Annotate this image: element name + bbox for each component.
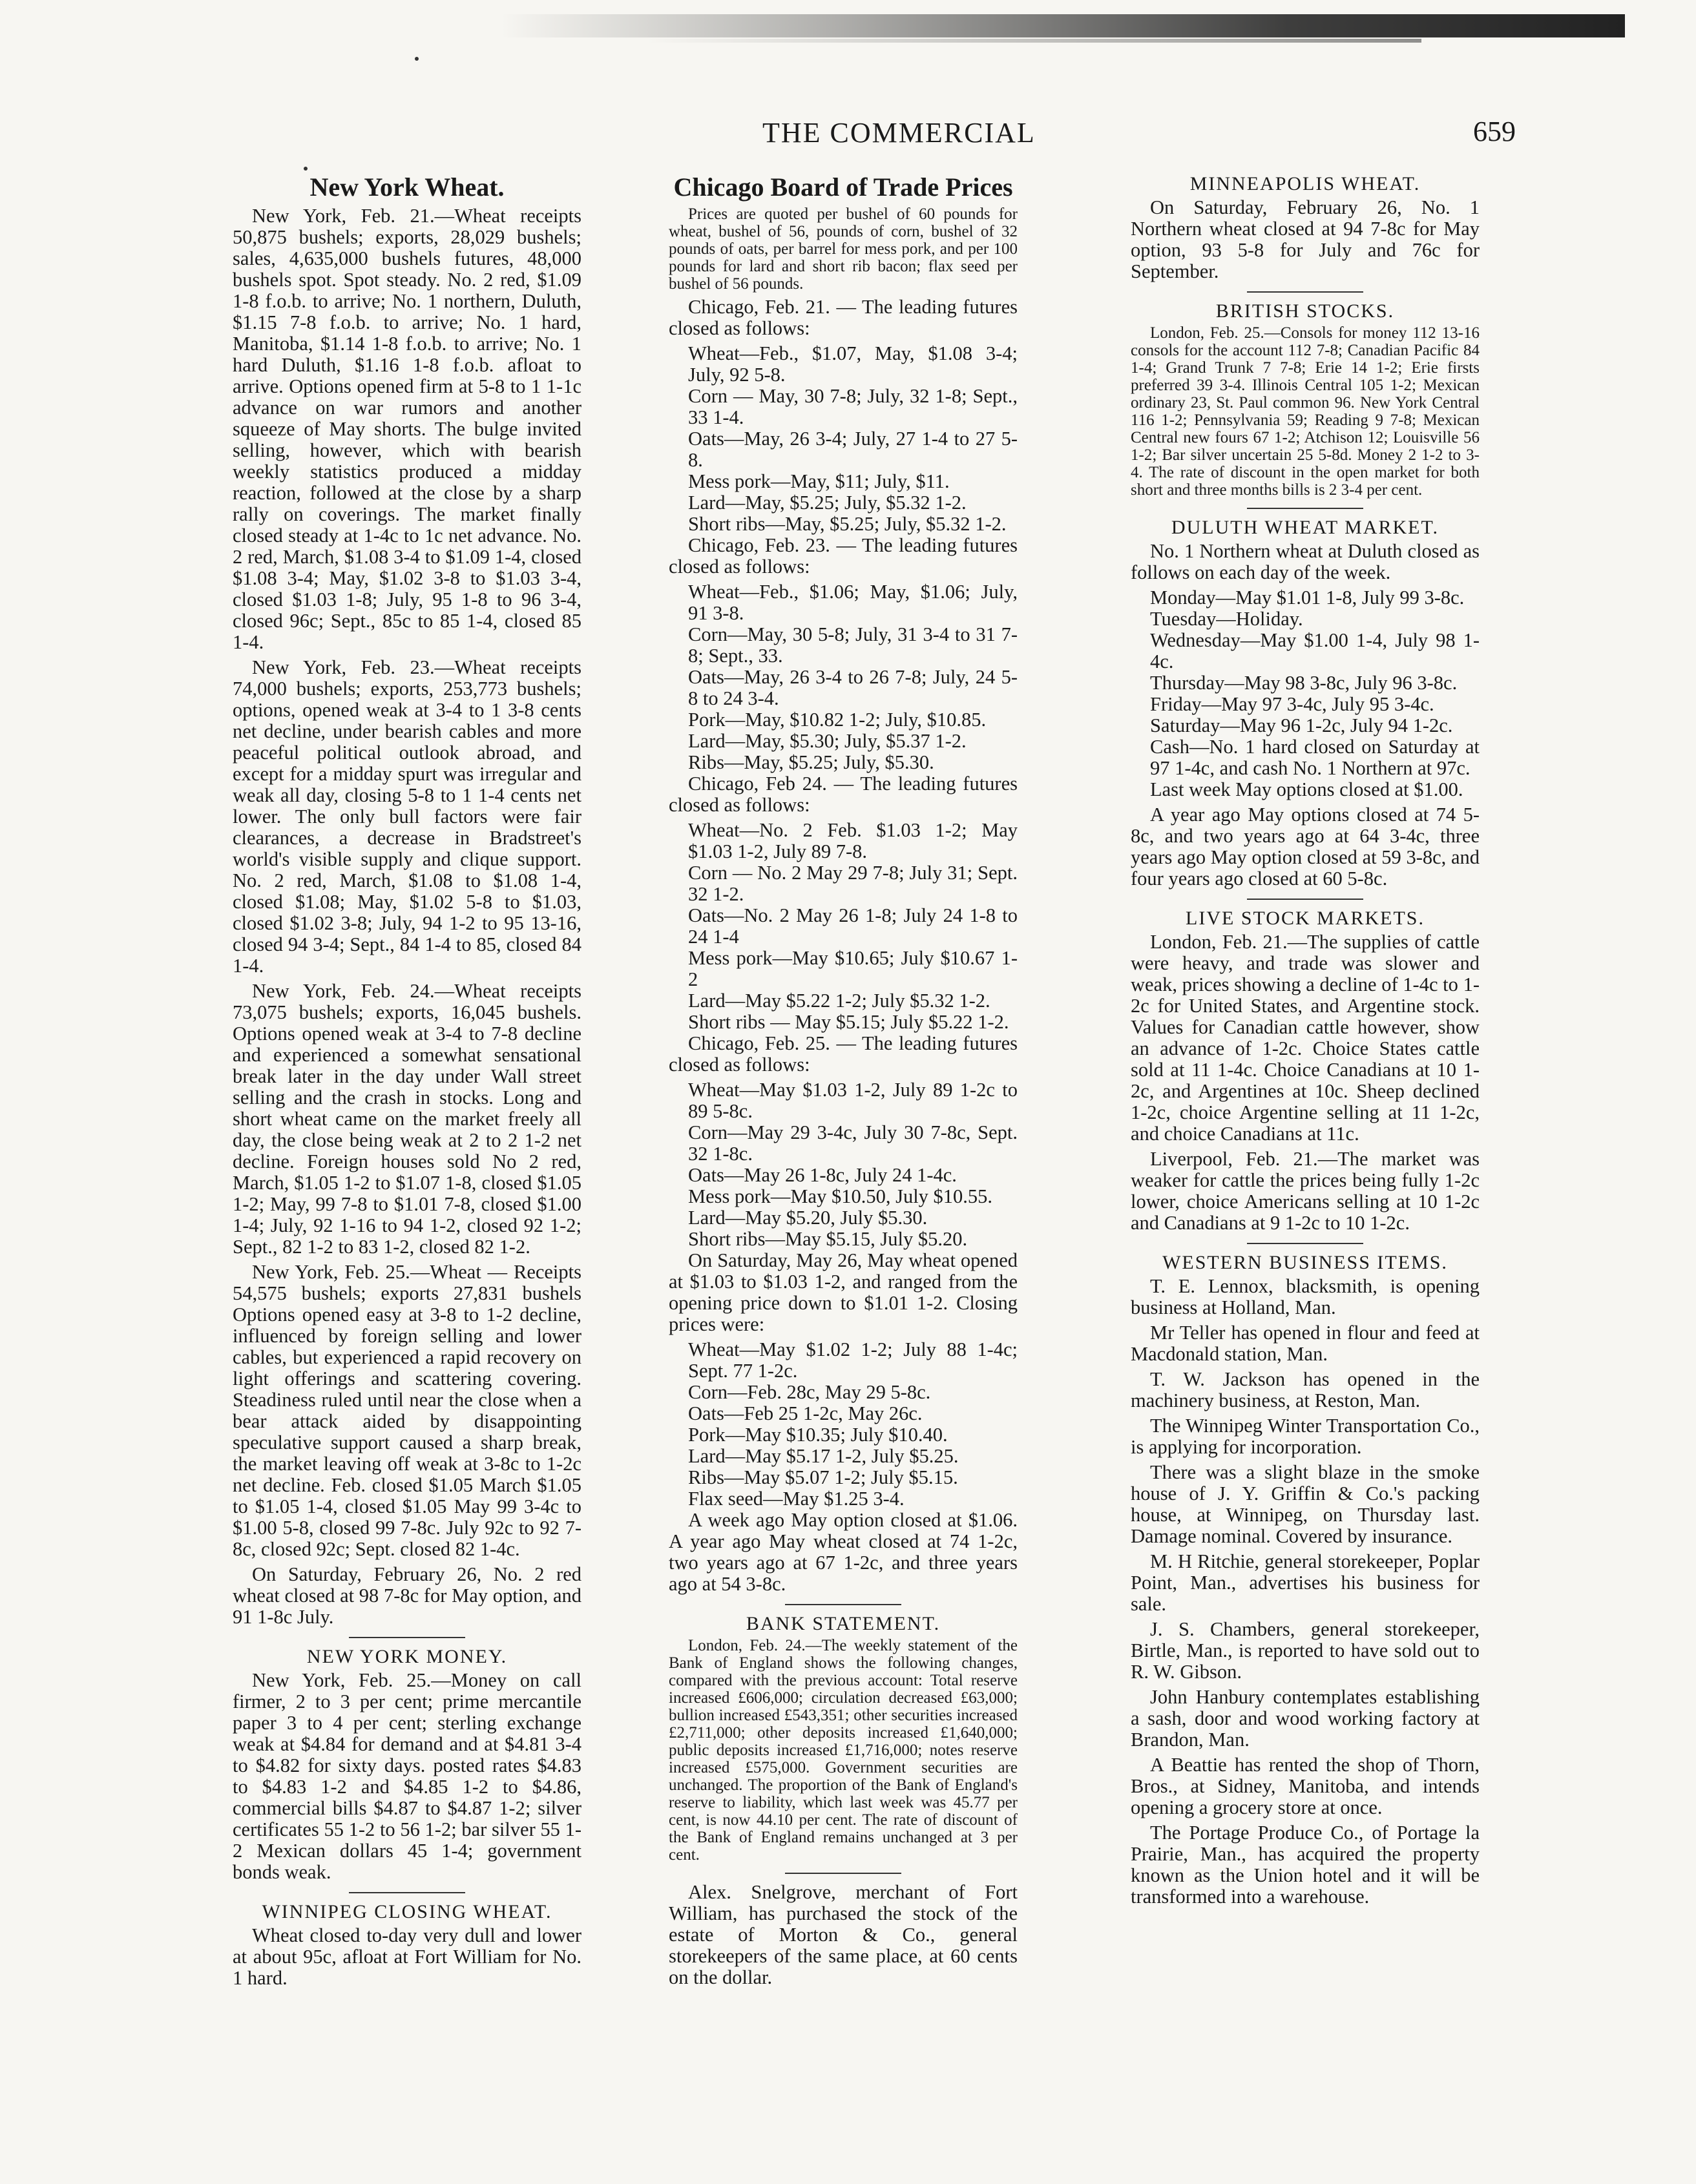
article-paragraph: Chicago, Feb. 25. — The leading futures closed as follows: — [669, 1032, 1018, 1076]
bank-heading: BANK STATEMENT. — [746, 1613, 941, 1634]
price-entry: Corn—May 29 3-4c, July 30 7-8c, Sept. 32 1-8c. — [688, 1121, 1018, 1165]
price-entry: Oats—May, 26 3-4; July, 27 1-4 to 27 5-8. — [688, 428, 1018, 471]
scan-edge-band-lower — [646, 39, 1421, 43]
article-paragraph: New York, Feb. 25.—Wheat — Receipts 54,575 bushels; exports 27,831 bushels Options opened easy at 3-8 to 1-2 decline, influenced by foreign selling and lower cables, but experienced a rapid recovery on light offerings and scattering covering. Steadiness ruled until near the close when a bear attack aided by disappointing speculative support caused a sharp break, the market leaving off weak at 3-8c to 1-2c net decline. Feb. closed $1.05 March $1.05 to $1.05 1-4, closed $1.05 May 99 3-4c to $1.00 5-8, closed 99 7-8c. July 92c to 92 7-8c, closed 92c; Sept. closed 82 1-4c. — [233, 1261, 581, 1560]
article-paragraph: Wheat closed to-day very dull and lower at about 95c, afloat at Fort William for No. 1 hard. — [233, 1924, 581, 1989]
british-heading: BRITISH STOCKS. — [1215, 300, 1395, 322]
article-paragraph: A week ago May option closed at $1.06. A year ago May wheat closed at 74 1-2c, two years ago at 67 1-2c, and three years ago at 54 3-8c. — [669, 1509, 1018, 1595]
article-paragraph: Alex. Snelgrove, merchant of Fort William, has purchased the stock of the estate of Morton & Co., general storekeepers of the same place, at 60 cents on the dollar. — [669, 1881, 1018, 1988]
news-item: The Winnipeg Winter Transportation Co., is applying for incorporation. — [1131, 1415, 1480, 1458]
article-paragraph: New York, Feb. 24.—Wheat receipts 73,075 bushels; exports, 16,045 bushels. Options opened weak at 3-4 to 7-8 decline and experienced a somewhat sensational break later in the day under Wall street selling and the crash in stocks. Long and short wheat came on the market freely all day, the close being weak at 2 to 2 1-2 net decline. Foreign houses sold No 2 red, March, $1.05 1-2 to $1.07 1-8, closed $1.05 1-2; May, 99 7-8 to $1.01 7-8, closed $1.00 1-4; July, 92 1-16 to 94 1-2, closed 92 1-2; Sept., 82 1-2 to 83 1-2, closed 82 1-2. — [233, 980, 581, 1258]
article-paragraph: Chicago, Feb. 21. — The leading futures closed as follows: — [669, 296, 1018, 339]
section-rule — [785, 1604, 901, 1605]
news-item: Mr Teller has opened in flour and feed at Macdonald station, Man. — [1131, 1322, 1480, 1365]
price-entry: Wheat—Feb., $1.06; May, $1.06; July, 91 3-8. — [688, 581, 1018, 624]
feb21-list — [669, 343, 1018, 535]
livestock-heading: LIVE STOCK MARKETS. — [1186, 908, 1425, 929]
column-left — [233, 173, 581, 1993]
price-entry: Lard—May $5.22 1-2; July $5.32 1-2. — [688, 990, 990, 1012]
price-entry: Oats—Feb 25 1-2c, May 26c. — [688, 1402, 923, 1424]
price-entry: Oats—May 26 1-8c, July 24 1-4c. — [688, 1164, 957, 1186]
duluth-list — [1131, 587, 1480, 779]
article-paragraph: On Saturday, May 26, May wheat opened at $1.03 to $1.03 1-2, and ranged from the opening price down to $1.01 1-2. Closing prices were: — [669, 1249, 1018, 1335]
page-number: 659 — [1473, 116, 1516, 147]
western-list — [1131, 1276, 1480, 1908]
saturday-list — [669, 1339, 1018, 1510]
ny-money-heading: NEW YORK MONEY. — [306, 1646, 508, 1667]
price-entry: Flax seed—May $1.25 3-4. — [688, 1488, 905, 1510]
news-item: There was a slight blaze in the smoke house of J. Y. Griffin & Co.'s packing house, at Winnipeg, on Thursday last. Damage nominal. Covered by insurance. — [1131, 1461, 1480, 1547]
news-item: The Portage Produce Co., of Portage la Prairie, Man., has acquired the property known as the Union hotel and it will be transformed into a warehouse. — [1131, 1822, 1480, 1908]
feb24-list — [669, 820, 1018, 1033]
price-entry: Mess pork—May, $11; July, $11. — [688, 470, 950, 492]
news-item: T. W. Jackson has opened in the machinery business, at Reston, Man. — [1131, 1368, 1480, 1411]
news-item: J. S. Chambers, general storekeeper, Birtle, Man., is reported to have sold out to R. W. Gibson. — [1131, 1618, 1480, 1683]
price-entry: Corn—May, 30 5-8; July, 31 3-4 to 31 7-8; Sept., 33. — [688, 623, 1018, 667]
price-entry: Pork—May $10.35; July $10.40. — [688, 1424, 948, 1446]
article-paragraph: Liverpool, Feb. 21.—The market was weaker for cattle the prices being fully 1-2c lower, choice Americans selling at 10 1-2c and Canadians at 9 1-2c to 10 1-2c. — [1131, 1148, 1480, 1234]
column-right — [1131, 173, 1480, 1911]
price-entry: Lard—May $5.20, July $5.30. — [688, 1207, 928, 1229]
british-paragraph: London, Feb. 25.—Consols for money 112 13-16 consols for the account 112 7-8; Canadian Pacific 84 1-4; Grand Trunk 7 7-8; Erie 14 1-2; Erie firsts preferred 39 3-4. Illinois Central 105 1-2; Mexican ordinary 23, St. Paul common 96. New York Central 116 1-2; Pennsylvania 59; Reading 9 7-8; Mexican Central new fours 67 1-2; Atchison 12; Louisville 56 1-2; Bar silver uncertain 25 5-8d. Money 2 1-2 to 3-4. The rate of discount in the open market for both short and three months bills is 2 3-4 per cent. — [1131, 324, 1480, 499]
section-rule — [1247, 899, 1363, 900]
news-item: T. E. Lennox, blacksmith, is opening business at Holland, Man. — [1131, 1275, 1480, 1318]
price-entry: Wheat—Feb., $1.07, May, $1.08 3-4; July, 92 5-8. — [688, 342, 1018, 386]
section-rule — [1247, 508, 1363, 509]
section-rule — [349, 1892, 465, 1893]
feb25-list — [669, 1079, 1018, 1250]
news-item: A Beattie has rented the shop of Thorn, Bros., at Sidney, Manitoba, and intends opening a grocery store at once. — [1131, 1754, 1480, 1818]
price-entry: Lard—May, $5.30; July, $5.37 1-2. — [688, 730, 967, 752]
page-title: THE COMMERCIAL — [762, 117, 1036, 149]
price-entry: Tuesday—Holiday. — [1150, 608, 1303, 630]
price-entry: Short ribs—May $5.15, July $5.20. — [688, 1228, 968, 1250]
scan-speck — [415, 57, 419, 61]
news-item: John Hanbury contemplates establishing a sash, door and wood working factory at Brandon, Man. — [1131, 1686, 1480, 1751]
scan-edge-band — [501, 14, 1625, 37]
price-entry: Mess pork—May $10.50, July $10.55. — [688, 1185, 993, 1207]
section-rule — [785, 1873, 901, 1874]
price-entry: Oats—May, 26 3-4 to 26 7-8; July, 24 5-8 to 24 3-4. — [688, 666, 1018, 709]
price-entry: Pork—May, $10.82 1-2; July, $10.85. — [688, 709, 987, 731]
section-rule — [1247, 1243, 1363, 1244]
price-entry: Monday—May $1.01 1-8, July 99 3-8c. — [1150, 587, 1465, 608]
article-paragraph: Chicago, Feb. 23. — The leading futures closed as follows: — [669, 534, 1018, 577]
article-paragraph: New York, Feb. 23.—Wheat receipts 74,000 bushels; exports, 253,773 bushels; options, opened weak at 3-4 to 1 3-8 cents net decline, under bearish cables and more peaceful political outlook abroad, and except for a midday spurt was irregular and weak all day, closing 5-8 to 1 1-4 cents net lower. The only bull factors were fair clearances, a decrease in Bradstreet's world's visible supply and clique support. No. 2 red, March, $1.08 to $1.08 1-4, closed $1.08; May, $1.02 5-8 to $1.03, closed $1.02 3-8; July, 94 1-2 to 95 13-16, closed 94 3-4; Sept., 84 1-4 to 85, closed 84 1-4. — [233, 656, 581, 977]
duluth-heading: DULUTH WHEAT MARKET. — [1171, 517, 1440, 538]
article-paragraph: A year ago May options closed at 74 5-8c, and two years ago at 64 3-4c, three years ago May option closed at 59 3-8c, and four years ago closed at 60 5-8c. — [1131, 804, 1480, 889]
bank-paragraph: London, Feb. 24.—The weekly statement of the Bank of England shows the following changes, compared with the previous account: Total reserve increased £606,000; circulation decreased £63,000; bullion increased £543,351; other securities increased £2,711,000; other deposits increased £1,640,000; public deposits increased £1,716,000; notes reserve increased £575,000. Government securities are unchanged. The proportion of the Bank of England's reserve to liability, which last week was 45.77 per cent, is now 44.10 per cent. The rate of discount of the Bank of England remains unchanged at 3 per cent. — [669, 1637, 1018, 1864]
price-entry: Wheat—May $1.03 1-2, July 89 1-2c to 89 5-8c. — [688, 1079, 1018, 1122]
section-rule — [349, 1637, 465, 1638]
minneapolis-heading: MINNEAPOLIS WHEAT. — [1189, 173, 1421, 194]
price-entry: Thursday—May 98 3-8c, July 96 3-8c. — [1150, 672, 1458, 694]
price-entry: Ribs—May, $5.25; July, $5.30. — [688, 751, 934, 773]
price-entry: Wheat—No. 2 Feb. $1.03 1-2; May $1.03 1-2, July 89 7-8. — [688, 819, 1018, 862]
article-paragraph: No. 1 Northern wheat at Duluth closed as follows on each day of the week. — [1131, 540, 1480, 583]
article-paragraph: On Saturday, February 26, No. 2 red wheat closed at 98 7-8c for May option, and 91 1-8c July. — [233, 1563, 581, 1628]
price-entry: Friday—May 97 3-4c, July 95 3-4c. — [1150, 693, 1434, 715]
price-entry: Lard—May, $5.25; July, $5.32 1-2. — [688, 492, 967, 514]
price-entry: Ribs—May $5.07 1-2; July $5.15. — [688, 1466, 958, 1488]
price-entry: Wednesday—May $1.00 1-4, July 98 1-4c. — [1150, 629, 1480, 672]
price-entry: Corn — May, 30 7-8; July, 32 1-8; Sept., 33 1-4. — [688, 385, 1018, 428]
column-middle — [669, 173, 1018, 1992]
western-heading: WESTERN BUSINESS ITEMS. — [1162, 1252, 1448, 1273]
scan-speck — [304, 167, 308, 171]
ny-wheat-heading: New York Wheat. — [309, 172, 505, 202]
price-entry: Cash—No. 1 hard closed on Saturday at 97 1-4c, and cash No. 1 Northern at 97c. — [1150, 736, 1480, 779]
price-entry: Wheat—May $1.02 1-2; July 88 1-4c; Sept. 77 1-2c. — [688, 1338, 1018, 1382]
price-entry: Mess pork—May $10.65; July $10.67 1-2 — [688, 947, 1018, 990]
article-paragraph: On Saturday, February 26, No. 1 Northern wheat closed at 94 7-8c for May option, 93 5-8 for July and 76c for September. — [1131, 196, 1480, 282]
price-entry: Saturday—May 96 1-2c, July 94 1-2c. — [1150, 714, 1453, 736]
price-entry: Lard—May $5.17 1-2, July $5.25. — [688, 1445, 959, 1467]
price-entry: Corn — No. 2 May 29 7-8; July 31; Sept. 32 1-2. — [688, 862, 1018, 905]
chicago-intro: Prices are quoted per bushel of 60 pounds for wheat, bushel of 56, pounds of corn, bushel of 32 pounds of oats, per barrel for mess pork, and per 100 pounds for lard and short rib bacon; flax seed per bushel of 56 pounds. — [669, 205, 1018, 293]
news-item: M. H Ritchie, general storekeeper, Poplar Point, Man., advertises his business for sale. — [1131, 1550, 1480, 1615]
section-rule — [1247, 291, 1363, 293]
price-entry: Short ribs—May, $5.25; July, $5.32 1-2. — [688, 513, 1007, 535]
price-entry: Oats—No. 2 May 26 1-8; July 24 1-8 to 24 1-4 — [688, 904, 1018, 948]
article-paragraph: New York, Feb. 21.—Wheat receipts 50,875 bushels; exports, 28,029 bushels; sales, 4,635,000 bushels futures, 48,000 bushels spot. Spot steady. No. 2 red, $1.09 1-8 f.o.b. to arrive; No. 1 northern, Duluth, $1.15 7-8 f.o.b. to arrive; No. 1 hard, Manitoba, $1.14 1-8 f.o.b. to arrive; No. 1 hard Duluth, $1.16 1-8 f.o.b. afloat to arrive. Options opened firm at 5-8 to 1 1-1c advance on war rumors and another squeeze of May shorts. The bulge invited selling, however, which with bearish weekly statistics produced a midday reaction, followed at the close by a sharp rally on coverings. The market finally closed steady at 1-4c to 1c net advance. No. 2 red, March, $1.08 3-4 to $1.09 1-4, closed $1.08 3-4; May, $1.02 3-8 to $1.03 3-4, closed $1.03 1-8; July, 95 1-8 to 96 3-4, closed 96c; Sept., 85c to 85 1-4, closed 85 1-4. — [233, 205, 581, 653]
article-paragraph: Chicago, Feb 24. — The leading futures closed as follows: — [669, 773, 1018, 816]
price-entry: Corn—Feb. 28c, May 29 5-8c. — [688, 1381, 931, 1403]
chicago-heading: Chicago Board of Trade Prices — [673, 172, 1013, 202]
article-paragraph: New York, Feb. 25.—Money on call firmer, 2 to 3 per cent; prime mercantile paper 3 to 4 per cent; sterling exchange weak at $4.84 for demand and at $4.81 3-4 to $4.82 for sixty days. posted rates $4.83 to $4.83 1-2 and $4.85 1-2 to $4.86, commercial bills $4.87 to $4.87 1-2; silver certificates 55 1-2 to 56 1-2; bar silver 55 1-2 Mexican dollars 45 1-4; government bonds weak. — [233, 1669, 581, 1883]
feb23-list — [669, 581, 1018, 773]
article-paragraph: Last week May options closed at $1.00. — [1150, 778, 1463, 800]
price-entry: Short ribs — May $5.15; July $5.22 1-2. — [688, 1011, 1009, 1033]
article-paragraph: London, Feb. 21.—The supplies of cattle were heavy, and trade was slower and weak, prices showing a decline of 1-4c to 1-2c for United States, and Argentine stock. Values for Canadian cattle however, show an advance of 1-2c. Choice States cattle sold at 11 1-4c. Choice Canadians at 10 1-2c, and Argentines at 10c. Sheep declined 1-2c, choice Argentine selling at 11 1-2c, and choice Canadians at 11c. — [1131, 931, 1480, 1145]
winnipeg-heading: WINNIPEG CLOSING WHEAT. — [262, 1901, 552, 1922]
